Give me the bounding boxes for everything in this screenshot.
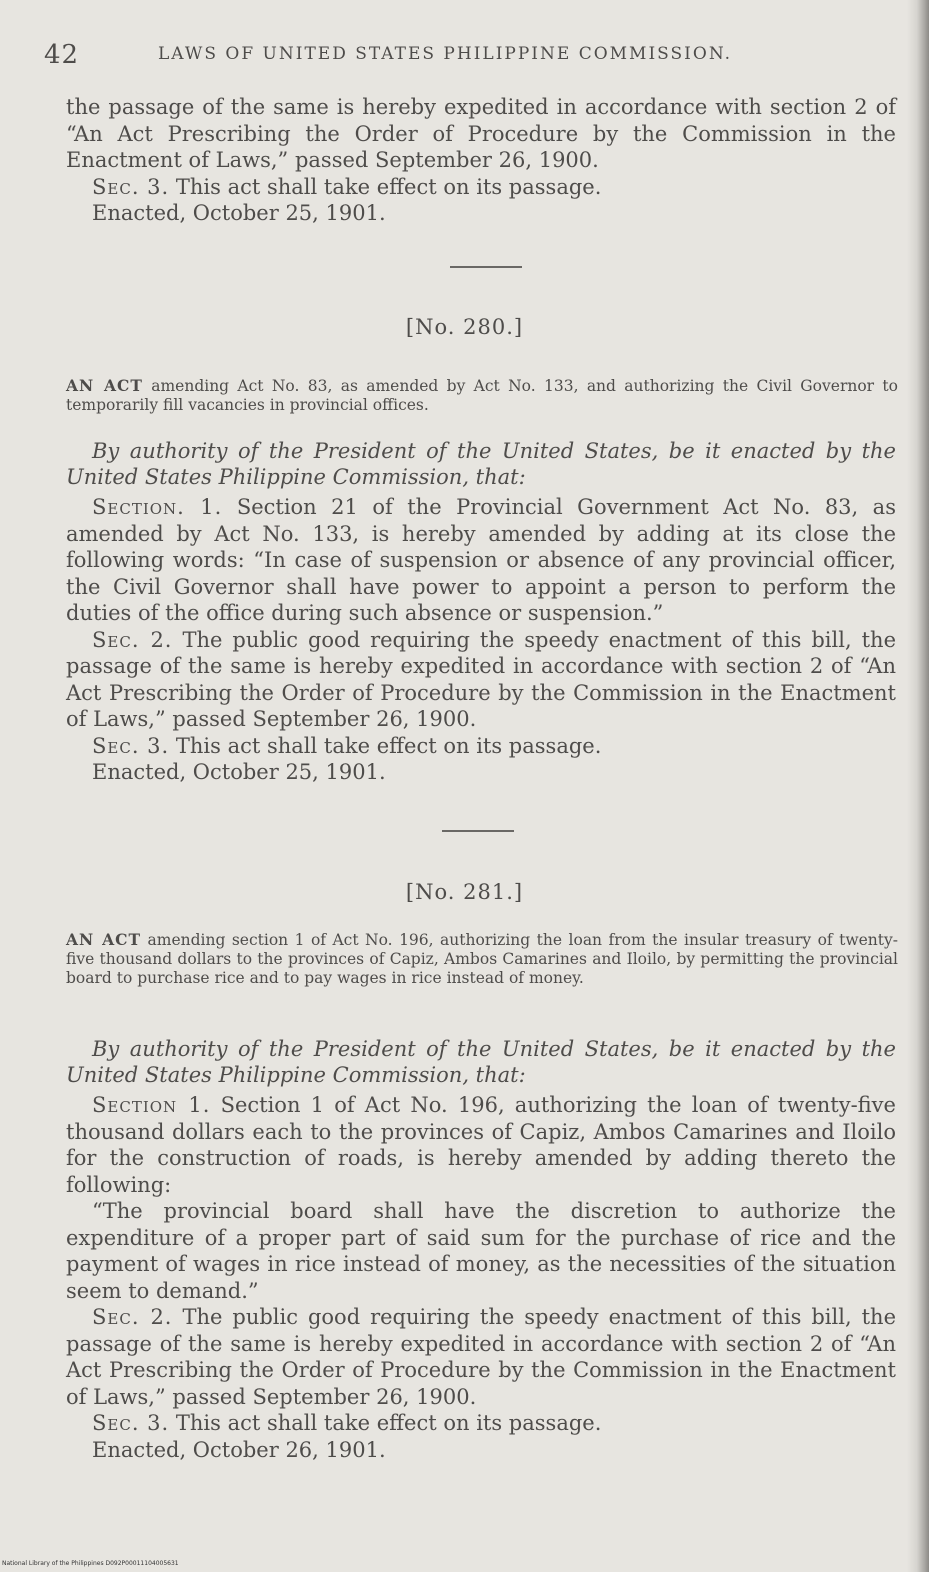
sec-text: This act shall take effect on its passage. [175, 733, 602, 758]
continuation-text: the passage of the same is hereby expedited in accordance with section 2 of “An Act Prescribing the Order of Procedure by the Commission in the Enactment of Laws,” passed September 26, 1900. [66, 95, 896, 172]
sec-label: Sec. 3. [92, 1411, 170, 1435]
sec-text: This act shall take effect on its passage. [175, 1411, 602, 1435]
sec-text: The public good requiring the speedy enactment of this bill, the passage of the same is hereby expedited in accordance with section 2 of “An Act Prescribing the Order of Procedure by the Commission in the Enactment of Laws,” passed September 26, 1900. [66, 627, 896, 731]
continuation-enacted: Enacted, October 25, 1901. [92, 201, 386, 225]
sec-text: The public good requiring the speedy enactment of this bill, the passage of the same is hereby expedited in accordance with section 2 of “An Act Prescribing the Order of Procedure by the Commission in the Enactment of Laws,” passed September 26, 1900. [66, 1305, 896, 1409]
act-281-body [66, 1036, 896, 1463]
sec-label: Sec. 3. [92, 174, 170, 199]
an-act-label: AN ACT [66, 930, 142, 949]
sec-label: Sec. 3. [92, 733, 170, 758]
an-act-label: AN ACT [66, 376, 143, 395]
act-281-enacted: Enacted, October 26, 1901. [92, 1437, 386, 1462]
page-number: 42 [44, 40, 80, 70]
sec-label: Section. 1. [92, 495, 223, 519]
act-280-summary-text: amending Act No. 83, as amended by Act No. 133, and authorizing the Civil Governor to temporarily fill vacancies in provincial offices. [66, 377, 898, 414]
running-header [44, 36, 864, 76]
act-281-sec3 [66, 1410, 896, 1437]
act-280-body [66, 438, 896, 786]
act-281-sec2 [66, 1304, 896, 1410]
act-280-summary [66, 376, 898, 415]
sec-text: Section 21 of the Provincial Government Act No. 83, as amended by Act No. 133, is hereby amended by adding at its close the following words: “In case of suspension or absence of any provincial officer, the Civil Governor shall have power to appoint a person to perform the duties of the office during such absence or suspension.” [66, 495, 896, 625]
enacting-clause: By authority of the President of the United States, be it enacted by the United States Philippine Commission, that: [66, 1037, 896, 1087]
section-divider [450, 266, 522, 268]
act-280-sec2 [66, 627, 896, 733]
sec-label: Section 1. [92, 1093, 211, 1117]
sec-label: Sec. 2. [92, 627, 173, 652]
act-281-sec1 [66, 1092, 896, 1198]
act-280-sec1 [66, 494, 896, 627]
act-280-number: [No. 280.] [405, 315, 524, 339]
act-280-sec3 [66, 733, 896, 760]
continuation-block [66, 94, 896, 227]
sec-text: Section 1 of Act No. 196, authorizing the loan of twenty-five thousand dollars each to the provinces of Capiz, Ambos Camarines and Iloilo for the construction of roads, is hereby amended by adding thereto the following: [66, 1093, 896, 1197]
running-title: LAWS OF UNITED STATES PHILIPPINE COMMISSION. [158, 44, 733, 64]
enacting-clause: By authority of the President of the United States, be it enacted by the United States Philippine Commission, that: [66, 439, 896, 489]
page-gutter [907, 0, 929, 1572]
act-281-number: [No. 281.] [405, 880, 524, 904]
act-281-summary-text: amending section 1 of Act No. 196, authorizing the loan from the insular treasury of twenty-five thousand dollars to the provinces of Capiz, Ambos Camarines and Iloilo, by permitting the provincial board to purchase rice and to pay wages in rice instead of money. [66, 931, 898, 987]
section-divider [442, 830, 514, 832]
act-280-enacted: Enacted, October 25, 1901. [92, 760, 386, 784]
act-281-quote: “The provincial board shall have the discretion to authorize the expenditure of a proper part of said sum for the purchase of rice and the payment of wages in rice instead of money, as the necessities of the situation seem to demand.” [66, 1199, 896, 1303]
act-281-summary [66, 930, 898, 988]
continuation-sec3 [66, 174, 896, 201]
scan-source-footer: National Library of the Philippines D092P00011104005631 [2, 1560, 179, 1567]
sec-text: This act shall take effect on its passage. [175, 174, 602, 199]
sec-label: Sec. 2. [92, 1305, 173, 1329]
